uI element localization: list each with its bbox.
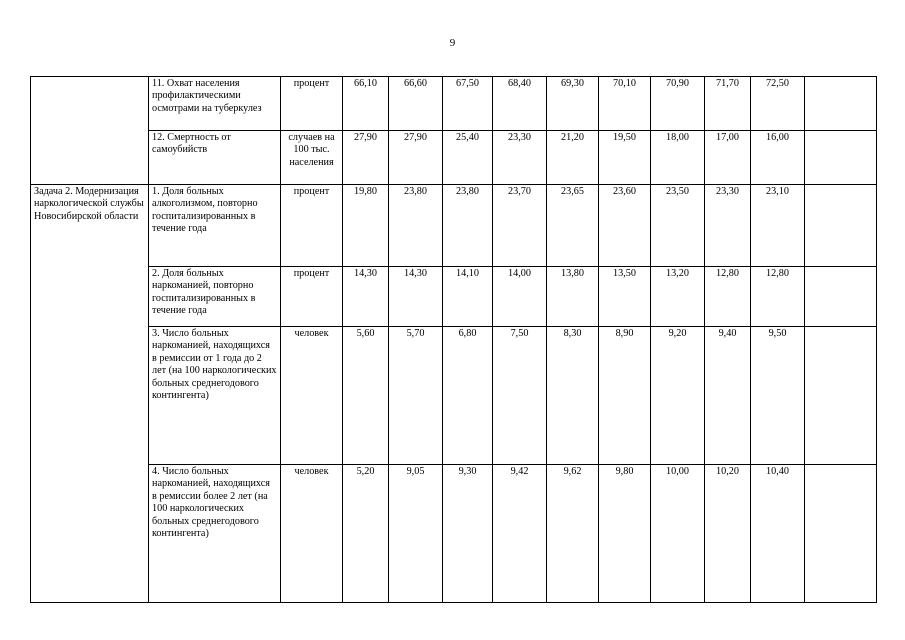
value-cell: 67,50 [443, 77, 493, 131]
indicator-cell: 4. Число больных наркоманией, находящихся в ремиссии более 2 лет (на 100 наркологических больных среднегодового контингента) [149, 465, 281, 603]
value-cell: 12,80 [705, 267, 751, 327]
table-row [31, 267, 877, 327]
value-cell: 10,20 [705, 465, 751, 603]
value-cell: 13,20 [651, 267, 705, 327]
value-cell: 13,50 [599, 267, 651, 327]
value-cell: 72,50 [751, 77, 805, 131]
value-cell: 23,60 [599, 185, 651, 267]
value-cell: 14,30 [389, 267, 443, 327]
value-cell: 19,80 [343, 185, 389, 267]
indicators-table [30, 76, 877, 603]
value-cell: 10,00 [651, 465, 705, 603]
value-cell: 8,90 [599, 327, 651, 465]
value-cell: 66,10 [343, 77, 389, 131]
task-cell [31, 77, 149, 185]
unit-cell: человек [281, 465, 343, 603]
value-cell: 9,05 [389, 465, 443, 603]
value-cell: 27,90 [343, 131, 389, 185]
unit-cell: случаев на 100 тыс. населения [281, 131, 343, 185]
value-cell: 8,30 [547, 327, 599, 465]
table-row [31, 131, 877, 185]
value-cell: 12,80 [751, 267, 805, 327]
value-cell: 23,10 [751, 185, 805, 267]
value-cell: 16,00 [751, 131, 805, 185]
value-cell: 9,50 [751, 327, 805, 465]
value-cell: 14,10 [443, 267, 493, 327]
value-cell: 17,00 [705, 131, 751, 185]
value-cell: 70,90 [651, 77, 705, 131]
empty-cell [805, 131, 877, 185]
value-cell: 5,60 [343, 327, 389, 465]
table-body [31, 77, 877, 603]
value-cell: 14,00 [493, 267, 547, 327]
value-cell: 9,62 [547, 465, 599, 603]
unit-cell: человек [281, 327, 343, 465]
value-cell: 70,10 [599, 77, 651, 131]
indicator-cell: 1. Доля больных алкоголизмом, повторно госпитализированных в течение года [149, 185, 281, 267]
task-cell: Задача 2. Модернизация наркологической службы Новосибирской области [31, 185, 149, 603]
table-row [31, 185, 877, 267]
empty-cell [805, 185, 877, 267]
value-cell: 9,42 [493, 465, 547, 603]
value-cell: 9,30 [443, 465, 493, 603]
value-cell: 6,80 [443, 327, 493, 465]
value-cell: 23,30 [705, 185, 751, 267]
page-number: 9 [449, 37, 456, 49]
indicator-cell: 3. Число больных наркоманией, находящихся в ремиссии от 1 года до 2 лет (на 100 наркологических больных среднегодового контингента) [149, 327, 281, 465]
empty-cell [805, 267, 877, 327]
table-row [31, 77, 877, 131]
value-cell: 23,80 [443, 185, 493, 267]
value-cell: 19,50 [599, 131, 651, 185]
empty-cell [805, 77, 877, 131]
value-cell: 23,30 [493, 131, 547, 185]
empty-cell [805, 465, 877, 603]
unit-cell: процент [281, 267, 343, 327]
value-cell: 5,70 [389, 327, 443, 465]
table-row [31, 465, 877, 603]
value-cell: 23,50 [651, 185, 705, 267]
value-cell: 68,40 [493, 77, 547, 131]
value-cell: 66,60 [389, 77, 443, 131]
indicator-cell: 2. Доля больных наркоманией, повторно госпитализированных в течение года [149, 267, 281, 327]
unit-cell: процент [281, 77, 343, 131]
value-cell: 9,20 [651, 327, 705, 465]
value-cell: 14,30 [343, 267, 389, 327]
value-cell: 9,80 [599, 465, 651, 603]
indicator-cell: 12. Смертность от самоубийств [149, 131, 281, 185]
value-cell: 10,40 [751, 465, 805, 603]
value-cell: 9,40 [705, 327, 751, 465]
value-cell: 7,50 [493, 327, 547, 465]
indicator-cell: 11. Охват населения профилактическими осмотрами на туберкулез [149, 77, 281, 131]
value-cell: 21,20 [547, 131, 599, 185]
unit-cell: процент [281, 185, 343, 267]
value-cell: 71,70 [705, 77, 751, 131]
value-cell: 5,20 [343, 465, 389, 603]
value-cell: 25,40 [443, 131, 493, 185]
table-row [31, 327, 877, 465]
value-cell: 23,80 [389, 185, 443, 267]
value-cell: 23,65 [547, 185, 599, 267]
value-cell: 23,70 [493, 185, 547, 267]
value-cell: 18,00 [651, 131, 705, 185]
empty-cell [805, 327, 877, 465]
value-cell: 69,30 [547, 77, 599, 131]
value-cell: 27,90 [389, 131, 443, 185]
value-cell: 13,80 [547, 267, 599, 327]
